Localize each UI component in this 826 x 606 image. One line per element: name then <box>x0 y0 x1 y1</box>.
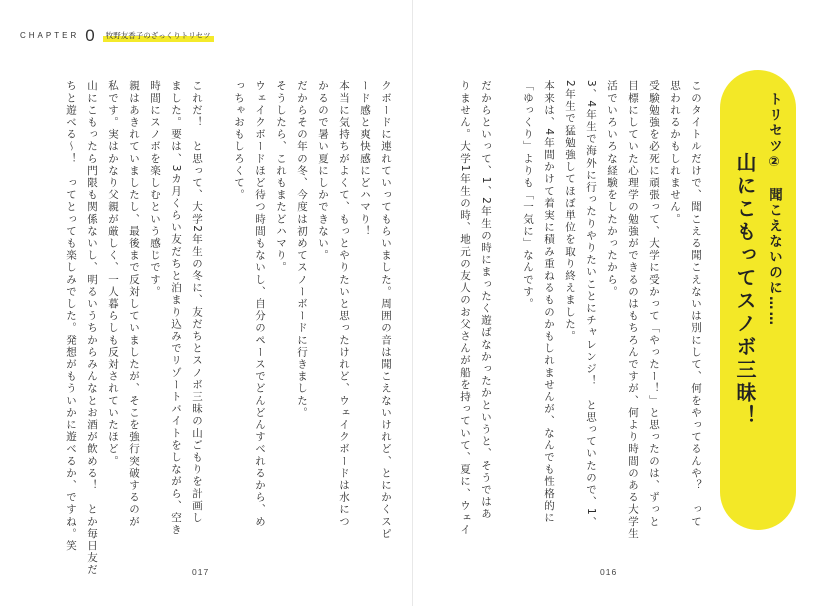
text-line: だからといって、1、2年生の時にまったく遊ばなかったかというと、そうではあ <box>480 80 492 521</box>
text-line: 親はあきれていましたし、最後まで反対していましたが、そこを強行突破するのが <box>128 80 140 528</box>
paragraph-gap <box>207 80 228 540</box>
text-line: 思われるかもしれません。 <box>669 80 681 226</box>
chapter-subtitle: 牧野友香子のざっくりトリセツ <box>103 29 214 42</box>
text-line: ちと遊べる～！ ってとっても楽しみでした。発想がもういかに遊べるか、ですね。笑 <box>65 80 77 552</box>
page-number-left: 017 <box>192 567 210 577</box>
section-title <box>720 92 796 512</box>
text-line: 山にこもったら門限も関係ないし、明るいうちからみんなとお酒が飲める！ とか毎日友だ <box>86 80 98 577</box>
text-line: そうしたら、これもまたどハマり。 <box>275 80 287 274</box>
text-line: ました。要は、3カ月くらい友だちと泊まり込みでリゾートバイトをしながら、空き <box>170 80 182 536</box>
text-line: 受験勉強を必死に頑張って、大学に受かって「やったー！」と思ったのは、ずっと <box>648 80 660 528</box>
text-line: かるので暑い夏にしかできない。 <box>317 80 329 262</box>
text-line: りません。大学1年生の時、地元の友人のお父さんが船を持っていて、夏に、ウェイ <box>459 80 471 536</box>
text-line: 3、4年生で海外に行ったりやりたいことにチャレンジ！ と思っていたので、1、 <box>585 80 597 529</box>
chapter-label: CHAPTER <box>20 31 80 40</box>
text-line: 目標にしていた心理学の勉強ができるのはもちろんですが、何より時間のある大学生 <box>627 80 639 540</box>
section-title-line2: 山にこもってスノボ三昧！ <box>733 152 757 428</box>
text-line: 「ゆっくり」よりも「一気に」なんです。 <box>522 80 534 310</box>
text-line: 私です。実はかなり父親が厳しく、一人暮らしも反対されていたほど。 <box>107 80 119 468</box>
right-page-text <box>416 80 706 540</box>
text-line: クボードに連れていってもらいました。周囲の音は聞こえないけれど、とにかくスピ <box>380 80 392 540</box>
paragraph-gap <box>496 80 517 540</box>
text-line: ウェイクボードほど待つ時間もないし、自分のペースでどんどんすべれるから、め <box>254 80 266 528</box>
text-line: だからその年の冬、今度は初めてスノーボードに行きました。 <box>296 80 308 419</box>
text-line: 活でいろいろな経験をしたかったから。 <box>606 80 618 298</box>
text-line: っちゃおもしろくて。 <box>233 80 245 201</box>
text-line: ード感と爽快感にどハマり！ <box>359 80 371 238</box>
text-line: 時間にスノボを楽しむという感じです。 <box>149 80 161 298</box>
page-number-right: 016 <box>600 567 618 577</box>
text-line: このタイトルだけで、聞こえる聞こえないは別にして、何をやってるんや？ って <box>690 80 702 528</box>
page-gutter <box>412 0 413 606</box>
section-title-line1: トリセツ② 聞こえないのに…… <box>766 92 782 327</box>
text-line: 2年生で猛勉強してほぼ単位を取り終えました。 <box>564 80 576 343</box>
chapter-number: 0 <box>85 26 95 45</box>
text-line: 本当に気持ちがよくて、もっとやりたいと思ったけれど、ウェイクボードは水につ <box>338 80 350 528</box>
text-line: 本来は、4年間かけて着実に積み重ねるものかもしれませんが、なんでも性格的に <box>543 80 555 524</box>
running-header <box>20 27 214 44</box>
text-line: これだ！ と思って、大学2年生の冬に、友だちとスノボ三昧の山ごもりを計画し <box>191 80 203 524</box>
